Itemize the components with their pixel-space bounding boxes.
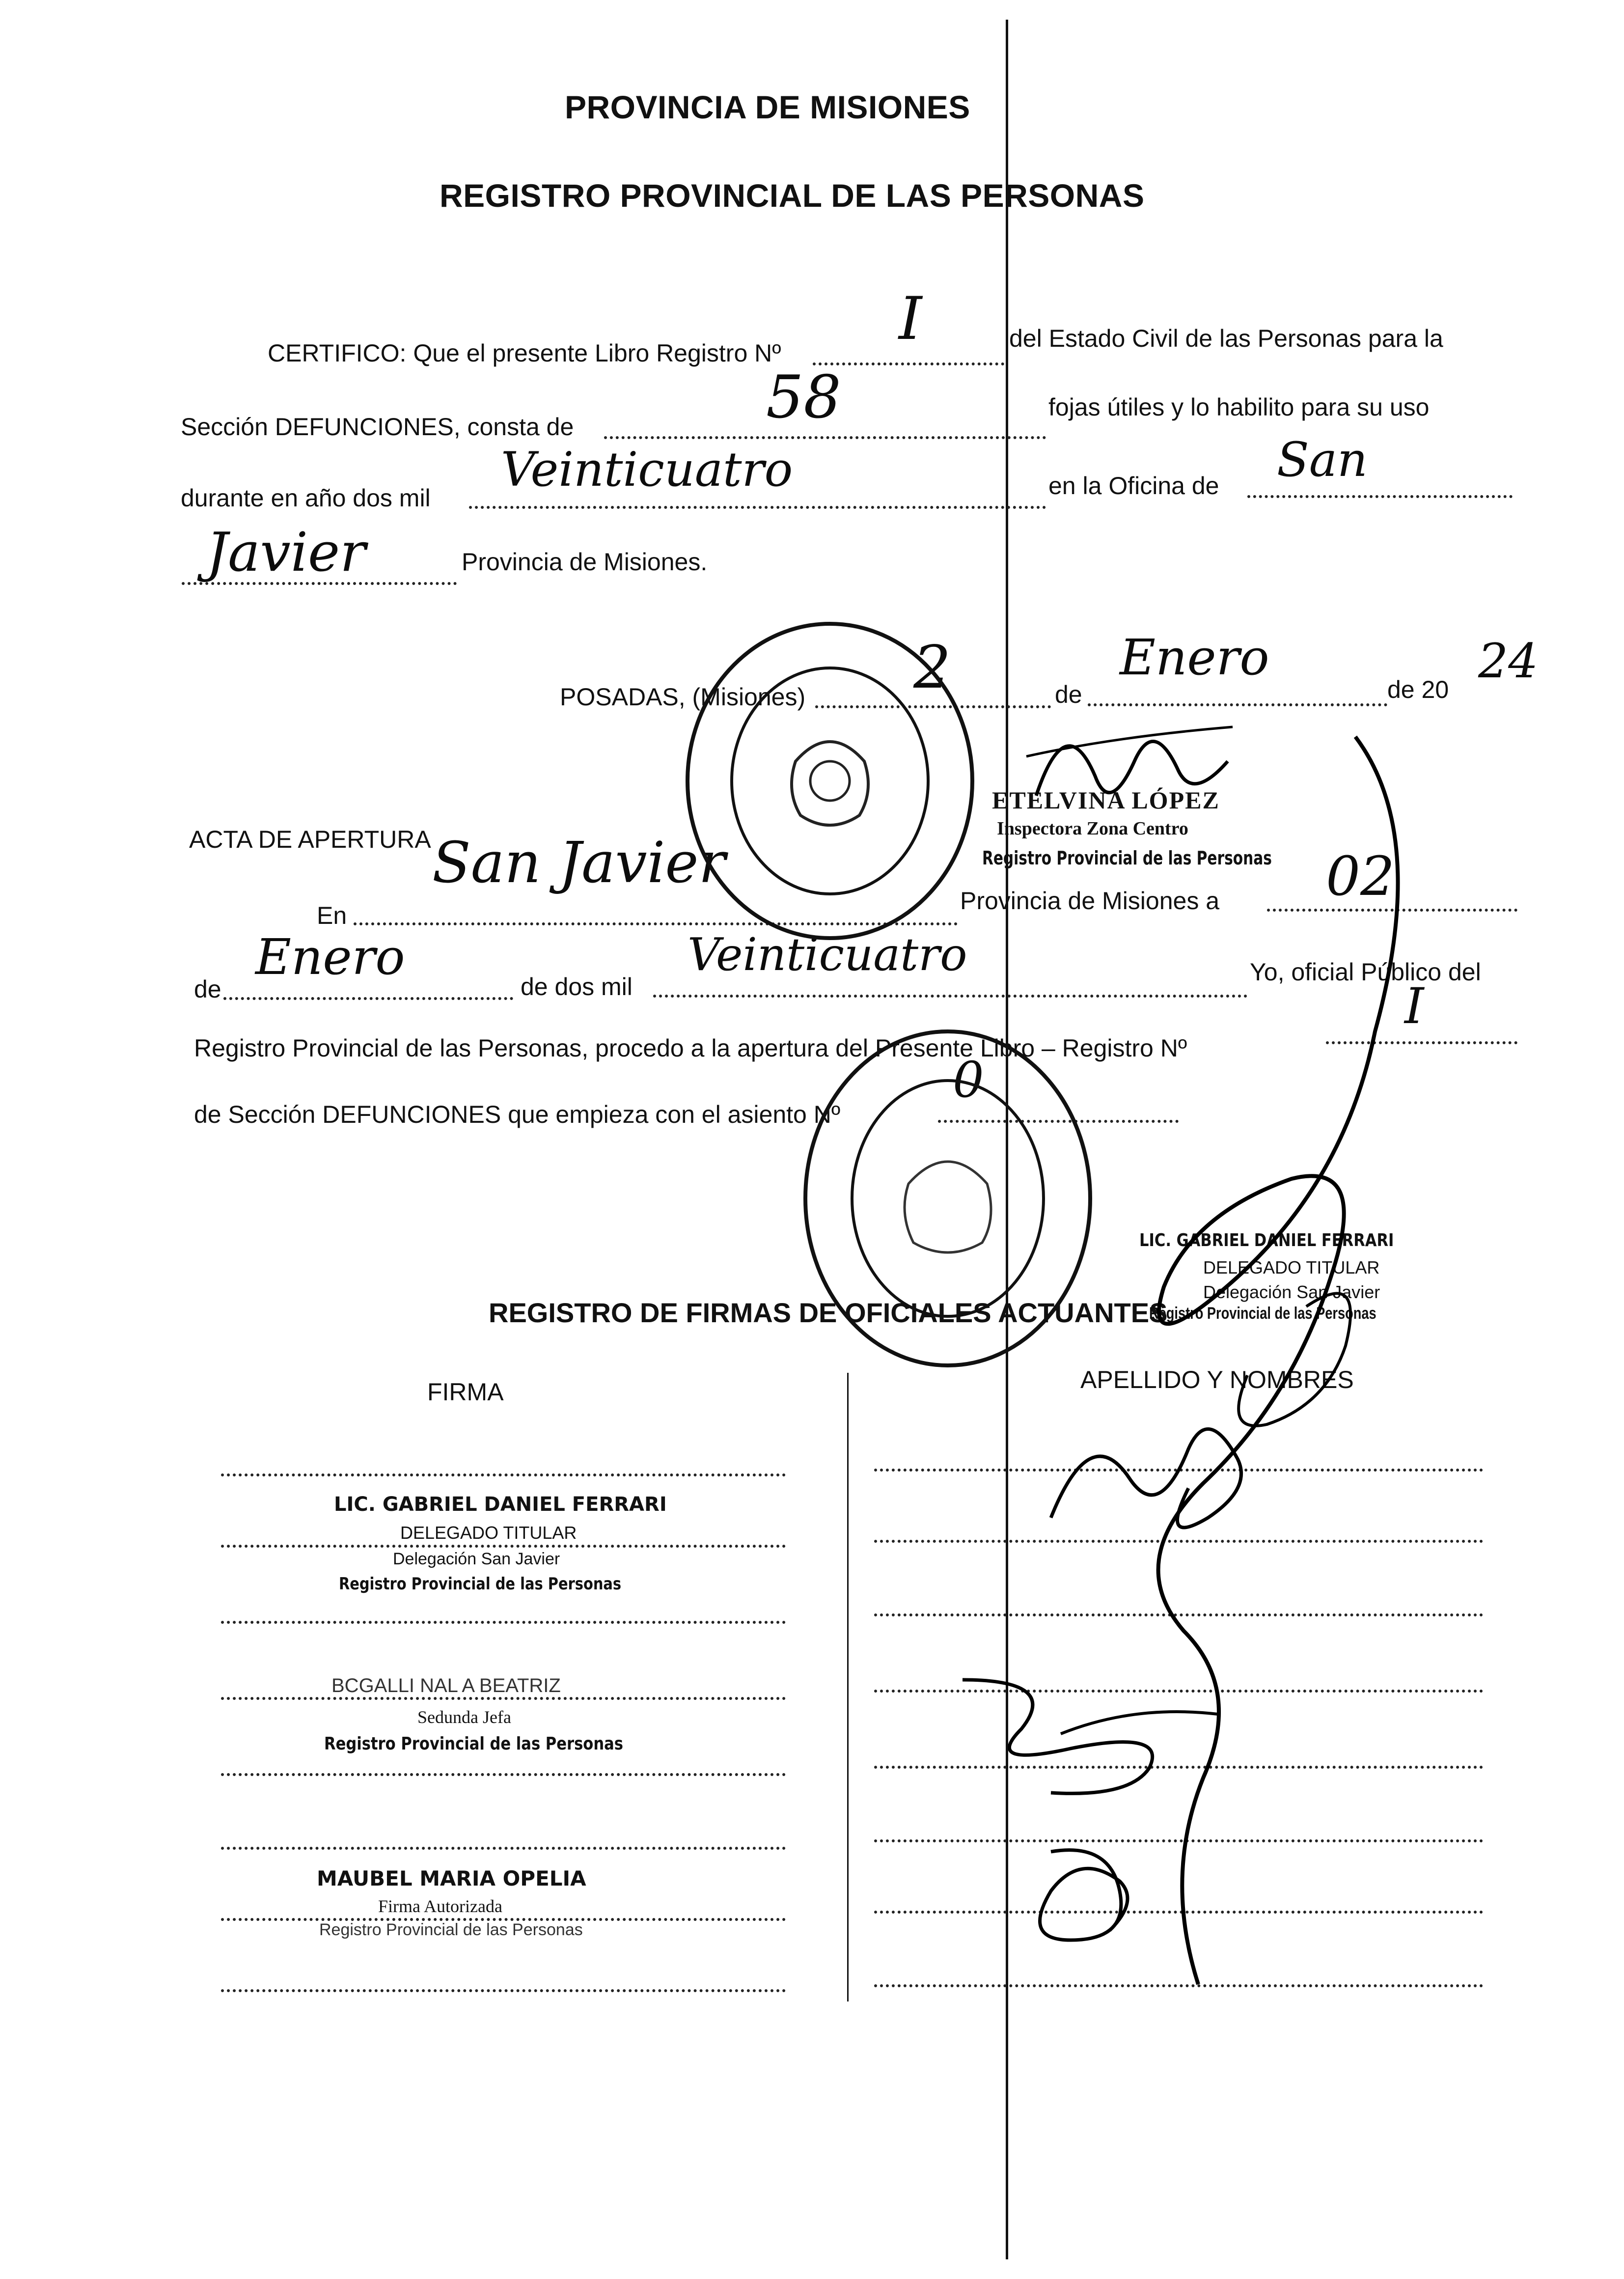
hand-acta-mes: Enero <box>255 928 405 986</box>
acta-line4: de Sección DEFUNCIONES que empieza con el asiento Nº <box>194 1101 841 1128</box>
cert-line1-prefix: CERTIFICO: Que el presente Libro Registro Nº <box>268 339 781 367</box>
stamp-ferrari-right-name: LIC. GABRIEL DANIEL FERRARI <box>1139 1230 1394 1251</box>
firma-row-line <box>221 1989 786 1992</box>
dotted-line <box>1247 495 1513 498</box>
cert-line1-suffix: del Estado Civil de las Personas para la <box>1009 325 1443 352</box>
signature-row2 <box>923 1660 1267 1788</box>
hand-anio-corto: 24 <box>1478 634 1539 689</box>
firma1-name: LIC. GABRIEL DANIEL FERRARI <box>334 1493 667 1516</box>
firma1-org: Registro Provincial de las Personas <box>339 1574 622 1594</box>
hand-acta-lugar: San Javier <box>432 830 726 896</box>
firma-row-line <box>221 1697 786 1700</box>
signature-ferrari-large <box>1041 717 1434 1994</box>
hand-oficina: San <box>1277 432 1368 487</box>
hand-acta-anio: Veinticuatro <box>688 928 967 981</box>
acta-line2-prefix: de <box>194 975 221 1003</box>
hand-acta-asiento: 0 <box>953 1051 984 1109</box>
firma-row-line <box>221 1545 786 1548</box>
date-de: de <box>1055 681 1082 708</box>
dotted-line <box>813 362 1004 365</box>
signature-row3 <box>1021 1832 1169 1960</box>
hand-anio: Veinticuatro <box>501 442 793 497</box>
hand-libro-numero: I <box>899 285 922 353</box>
dotted-line <box>604 436 1046 439</box>
cert-line2-prefix: Sección DEFUNCIONES, consta de <box>181 413 574 441</box>
firma2-role: Sedunda Jefa <box>417 1707 511 1727</box>
hand-oficina-cont: Javier <box>206 521 366 584</box>
firmas-heading: REGISTRO DE FIRMAS DE OFICIALES ACTUANTES <box>489 1297 1168 1328</box>
firma-row-line <box>221 1773 786 1776</box>
stamp-ferrari-right-org: Registro Provincial de las Personas <box>1149 1304 1376 1323</box>
acta-heading: ACTA DE APERTURA <box>189 826 431 853</box>
firma-row-line <box>221 1847 786 1850</box>
firma-row-line <box>221 1621 786 1624</box>
stamp-ferrari-right-role: DELEGADO TITULAR <box>1203 1257 1380 1278</box>
firma1-office: Delegación San Javier <box>393 1550 560 1568</box>
firma3-role: Firma Autorizada <box>378 1896 502 1916</box>
firma3-name: MAUBEL MARIA OPELIA <box>317 1866 586 1890</box>
acta-line1-prefix: En <box>317 902 347 929</box>
firma3-org: Registro Provincial de las Personas <box>319 1920 583 1939</box>
hand-acta-libro: I <box>1404 977 1424 1035</box>
firma1-role: DELEGADO TITULAR <box>400 1523 577 1543</box>
firma2-org: Registro Provincial de las Personas <box>324 1734 623 1754</box>
acta-line3: Registro Provincial de las Personas, procedo a la apertura del Presente Libro – Registro Nº <box>194 1034 1187 1062</box>
stamp-lopez-name: ETELVINA LÓPEZ <box>992 786 1220 814</box>
acta-line2-suffix: Yo, oficial Público del <box>1250 958 1481 986</box>
cert-line3-prefix: durante en año dos mil <box>181 484 431 512</box>
stamp-lopez-org: Registro Provincial de las Personas <box>982 847 1272 869</box>
hand-acta-dia: 02 <box>1326 845 1395 908</box>
cert-line4-suffix: Provincia de Misiones. <box>462 548 708 576</box>
cert-line2-suffix: fojas útiles y lo habilito para su uso <box>1048 393 1430 421</box>
dotted-line <box>469 506 1046 509</box>
stamp-lopez-role: Inspectora Zona Centro <box>997 818 1188 839</box>
firmas-col-left: FIRMA <box>427 1378 504 1406</box>
firmas-divider <box>847 1373 849 2001</box>
cert-line3-suffix: en la Oficina de <box>1048 472 1219 500</box>
hand-mes: Enero <box>1120 629 1269 686</box>
hand-dia: 2 <box>913 634 951 702</box>
signature-row1 <box>1031 1400 1277 1557</box>
acta-line2-mid: de dos mil <box>521 973 633 1001</box>
page-title: PROVINCIA DE MISIONES <box>565 89 970 125</box>
date-year: de 20 <box>1387 676 1449 703</box>
date-prefix: POSADAS, (Misiones) <box>560 683 806 711</box>
page-subtitle: REGISTRO PROVINCIAL DE LAS PERSONAS <box>440 177 1145 214</box>
firmas-col-right: APELLIDO Y NOMBRES <box>1080 1366 1354 1393</box>
dotted-line <box>223 997 513 1000</box>
acta-line1-suffix: Provincia de Misiones a <box>960 887 1220 915</box>
stamp-ferrari-right-office: Delegación San Javier <box>1203 1282 1380 1302</box>
hand-fojas: 58 <box>766 363 841 432</box>
firma-row-line <box>221 1473 786 1476</box>
firma2-name: BCGALLI NAL A BEATRIZ <box>331 1675 561 1696</box>
official-seal-top <box>678 614 982 948</box>
